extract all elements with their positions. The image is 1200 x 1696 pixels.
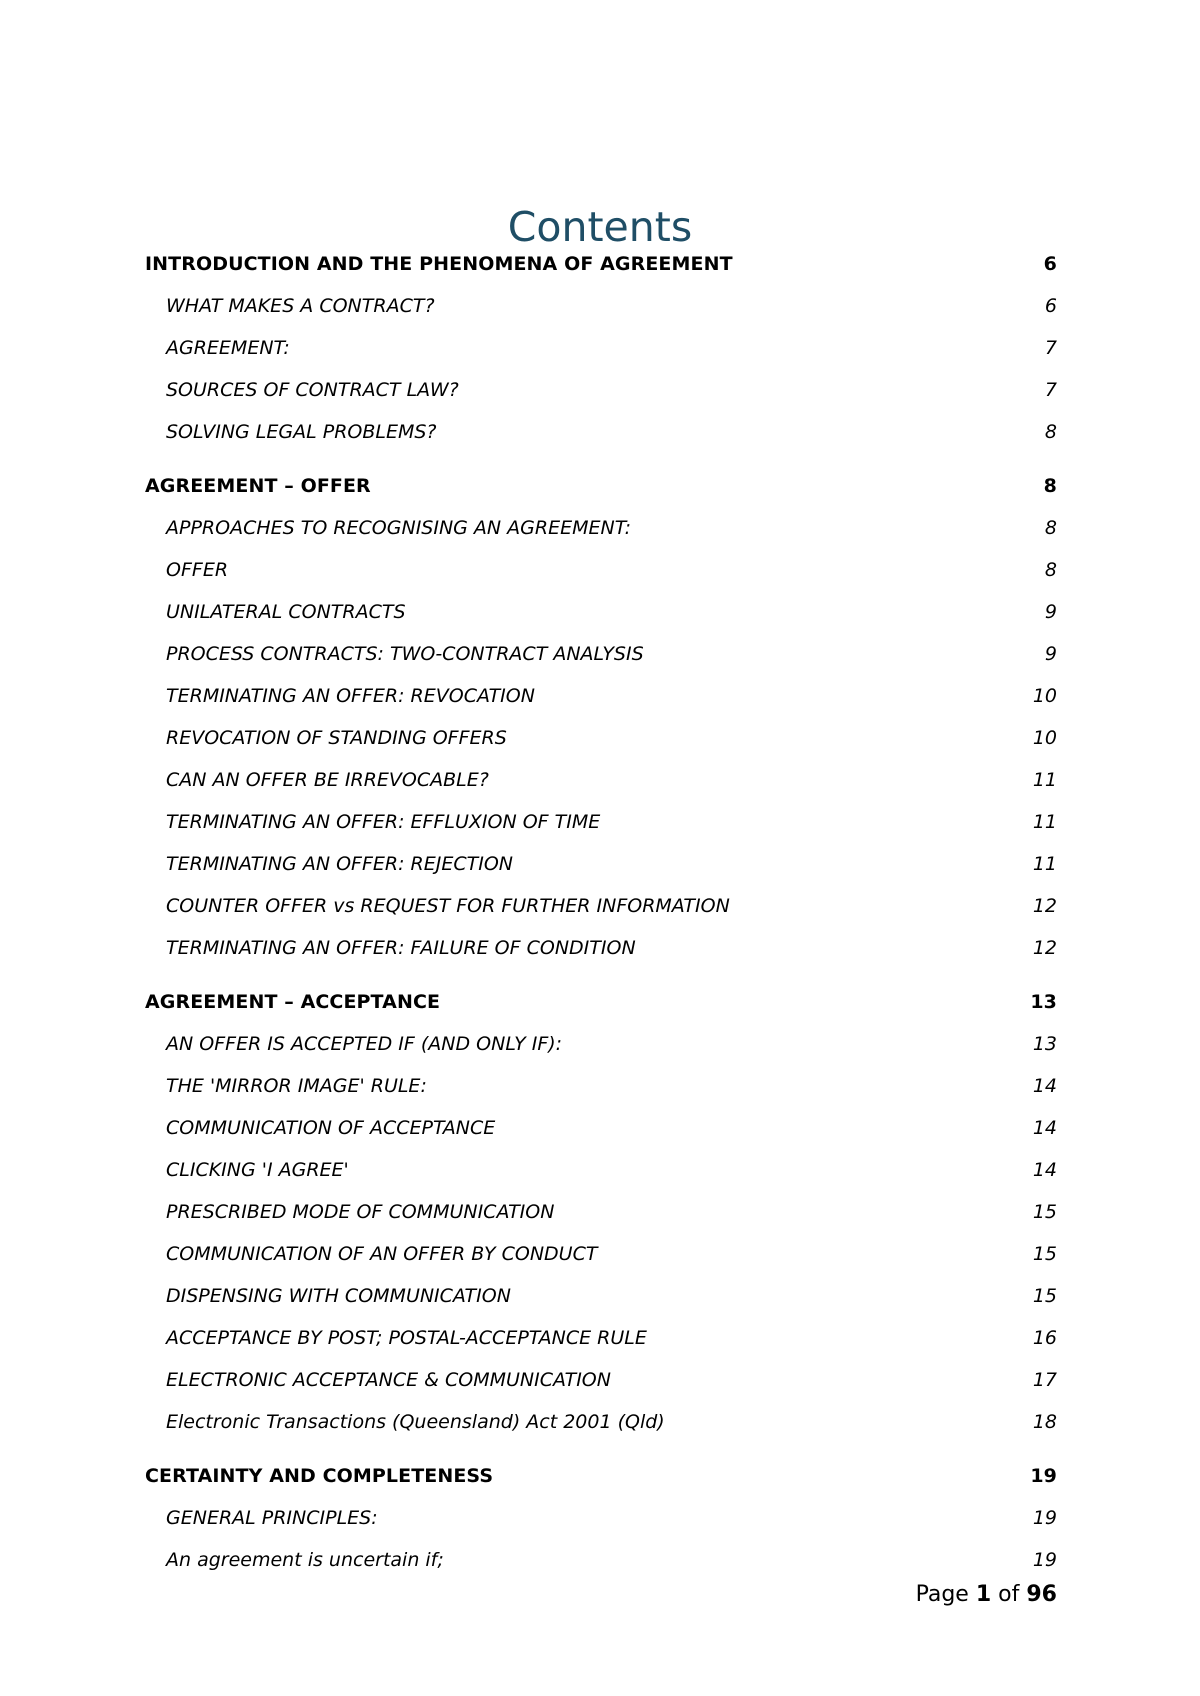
toc-subentry[interactable]	[145, 1233, 1057, 1275]
toc-subentry-page-number: 13	[1032, 1033, 1057, 1055]
toc-subentry[interactable]	[145, 411, 1057, 453]
toc-heading-label: AGREEMENT – ACCEPTANCE	[145, 991, 441, 1013]
toc-subentry-page-number: 10	[1032, 685, 1057, 707]
toc-subentry[interactable]	[145, 591, 1057, 633]
toc-subentry-label: CLICKING 'I AGREE'	[166, 1159, 349, 1181]
toc-subentry-label: AN OFFER IS ACCEPTED IF (AND ONLY IF):	[166, 1033, 563, 1055]
toc-subentry-label: OFFER	[166, 559, 229, 581]
toc-subentry-page-number: 10	[1032, 727, 1057, 749]
toc-subentry-page-number: 17	[1032, 1369, 1057, 1391]
toc-subentry[interactable]	[145, 759, 1057, 801]
toc-subentry-label: UNILATERAL CONTRACTS	[166, 601, 406, 623]
footer-of: of	[998, 1582, 1020, 1607]
toc-subentry-page-number: 15	[1032, 1201, 1057, 1223]
toc-subentry[interactable]	[145, 1275, 1057, 1317]
toc-subentry-page-number: 12	[1032, 895, 1057, 917]
toc-subentry-label: ACCEPTANCE BY POST; POSTAL-ACCEPTANCE RULE	[166, 1327, 647, 1349]
toc-subentry-page-number: 19	[1032, 1507, 1057, 1529]
toc-heading-label: INTRODUCTION AND THE PHENOMENA OF AGREEMENT	[145, 253, 733, 275]
toc-subentry-label: REVOCATION OF STANDING OFFERS	[166, 727, 507, 749]
toc-subentry[interactable]	[145, 1317, 1057, 1359]
toc-subentry[interactable]	[145, 1401, 1057, 1443]
toc-section	[145, 243, 1057, 453]
toc-heading-label: AGREEMENT – OFFER	[145, 475, 371, 497]
toc-subentry-page-number: 18	[1032, 1411, 1057, 1433]
toc-subentry[interactable]	[145, 285, 1057, 327]
toc-subentry[interactable]	[145, 1359, 1057, 1401]
page-title: Contents	[507, 203, 693, 252]
toc-subentry-page-number: 14	[1032, 1159, 1057, 1181]
toc-subentry[interactable]	[145, 549, 1057, 591]
toc-subentry-page-number: 11	[1032, 853, 1057, 875]
toc-subentry[interactable]	[145, 885, 1057, 927]
toc-subentry-page-number: 15	[1032, 1285, 1057, 1307]
toc-subentry-label: COMMUNICATION OF ACCEPTANCE	[166, 1117, 496, 1139]
toc-heading-page-number: 19	[1030, 1465, 1057, 1487]
toc-subentry-page-number: 9	[1044, 601, 1057, 623]
footer-prefix: Page	[915, 1582, 969, 1607]
toc-subentry-label: GENERAL PRINCIPLES:	[166, 1507, 378, 1529]
toc-subentry-page-number: 8	[1044, 517, 1057, 539]
toc-subentry-label: WHAT MAKES A CONTRACT?	[166, 295, 435, 317]
toc-subentry[interactable]	[145, 717, 1057, 759]
toc-heading-page-number: 8	[1043, 475, 1057, 497]
toc-subentry[interactable]	[145, 1191, 1057, 1233]
toc-subentry-page-number: 11	[1032, 769, 1057, 791]
toc-subentry-label: DISPENSING WITH COMMUNICATION	[166, 1285, 511, 1307]
toc-subentry[interactable]	[145, 1023, 1057, 1065]
toc-subentry-page-number: 6	[1044, 295, 1057, 317]
toc-subentry-page-number: 11	[1032, 811, 1057, 833]
toc-subentry[interactable]	[145, 369, 1057, 411]
toc-subentry-page-number: 9	[1044, 643, 1057, 665]
toc-heading-label: CERTAINTY AND COMPLETENESS	[145, 1465, 494, 1487]
toc-subentry-label: AGREEMENT:	[166, 337, 290, 359]
toc-subentry[interactable]	[145, 843, 1057, 885]
toc-subentry-page-number: 16	[1032, 1327, 1057, 1349]
toc-subentry-label: TERMINATING AN OFFER: REVOCATION	[166, 685, 535, 707]
toc-subentry-label: APPROACHES TO RECOGNISING AN AGREEMENT:	[166, 517, 631, 539]
toc-subentry-label: CAN AN OFFER BE IRREVOCABLE?	[166, 769, 489, 791]
toc-heading-page-number: 6	[1043, 253, 1057, 275]
toc-subentry[interactable]	[145, 1065, 1057, 1107]
toc-subentry-label: ELECTRONIC ACCEPTANCE & COMMUNICATION	[166, 1369, 611, 1391]
toc-subentry[interactable]	[145, 1107, 1057, 1149]
toc-heading-entry[interactable]	[145, 1455, 1057, 1497]
toc-subentry-label: THE 'MIRROR IMAGE' RULE:	[166, 1075, 427, 1097]
toc-subentry-label: PROCESS CONTRACTS: TWO-CONTRACT ANALYSIS	[166, 643, 644, 665]
toc-subentry-label: COUNTER OFFER vs REQUEST FOR FURTHER INFORMATION	[166, 895, 730, 917]
table-of-contents	[145, 243, 1057, 1581]
toc-subentry-label: TERMINATING AN OFFER: FAILURE OF CONDITION	[166, 937, 636, 959]
toc-subentry-page-number: 7	[1044, 337, 1057, 359]
toc-subentry-label: An agreement is uncertain if;	[166, 1549, 444, 1571]
toc-subentry-page-number: 14	[1032, 1075, 1057, 1097]
toc-subentry-label: Electronic Transactions (Queensland) Act 2001 (Qld)	[166, 1411, 665, 1433]
toc-subentry[interactable]	[145, 675, 1057, 717]
toc-subentry-label: SOURCES OF CONTRACT LAW?	[166, 379, 459, 401]
toc-heading-entry[interactable]	[145, 981, 1057, 1023]
page-footer	[916, 1580, 1057, 1610]
toc-heading-entry[interactable]	[145, 465, 1057, 507]
footer-current-page: 1	[975, 1582, 992, 1607]
toc-subentry-page-number: 14	[1032, 1117, 1057, 1139]
toc-subentry[interactable]	[145, 327, 1057, 369]
toc-subentry-page-number: 8	[1044, 559, 1057, 581]
toc-subentry[interactable]	[145, 927, 1057, 969]
toc-subentry[interactable]	[145, 801, 1057, 843]
toc-heading-page-number: 13	[1030, 991, 1057, 1013]
toc-subentry-label: COMMUNICATION OF AN OFFER BY CONDUCT	[166, 1243, 598, 1265]
toc-subentry-label: SOLVING LEGAL PROBLEMS?	[166, 421, 437, 443]
toc-section	[145, 981, 1057, 1443]
toc-heading-entry[interactable]	[145, 243, 1057, 285]
toc-section	[145, 465, 1057, 969]
toc-subentry-page-number: 19	[1032, 1549, 1057, 1571]
toc-subentry[interactable]	[145, 1539, 1057, 1581]
toc-subentry[interactable]	[145, 1149, 1057, 1191]
toc-subentry-label: TERMINATING AN OFFER: EFFLUXION OF TIME	[166, 811, 601, 833]
toc-subentry-label: PRESCRIBED MODE OF COMMUNICATION	[166, 1201, 555, 1223]
toc-subentry-page-number: 7	[1044, 379, 1057, 401]
toc-subentry-page-number: 15	[1032, 1243, 1057, 1265]
toc-subentry-page-number: 12	[1032, 937, 1057, 959]
toc-subentry[interactable]	[145, 633, 1057, 675]
footer-total-pages: 96	[1026, 1582, 1057, 1607]
toc-subentry-label: TERMINATING AN OFFER: REJECTION	[166, 853, 513, 875]
toc-subentry-page-number: 8	[1044, 421, 1057, 443]
toc-subentry[interactable]	[145, 1497, 1057, 1539]
toc-section	[145, 1455, 1057, 1581]
toc-subentry[interactable]	[145, 507, 1057, 549]
